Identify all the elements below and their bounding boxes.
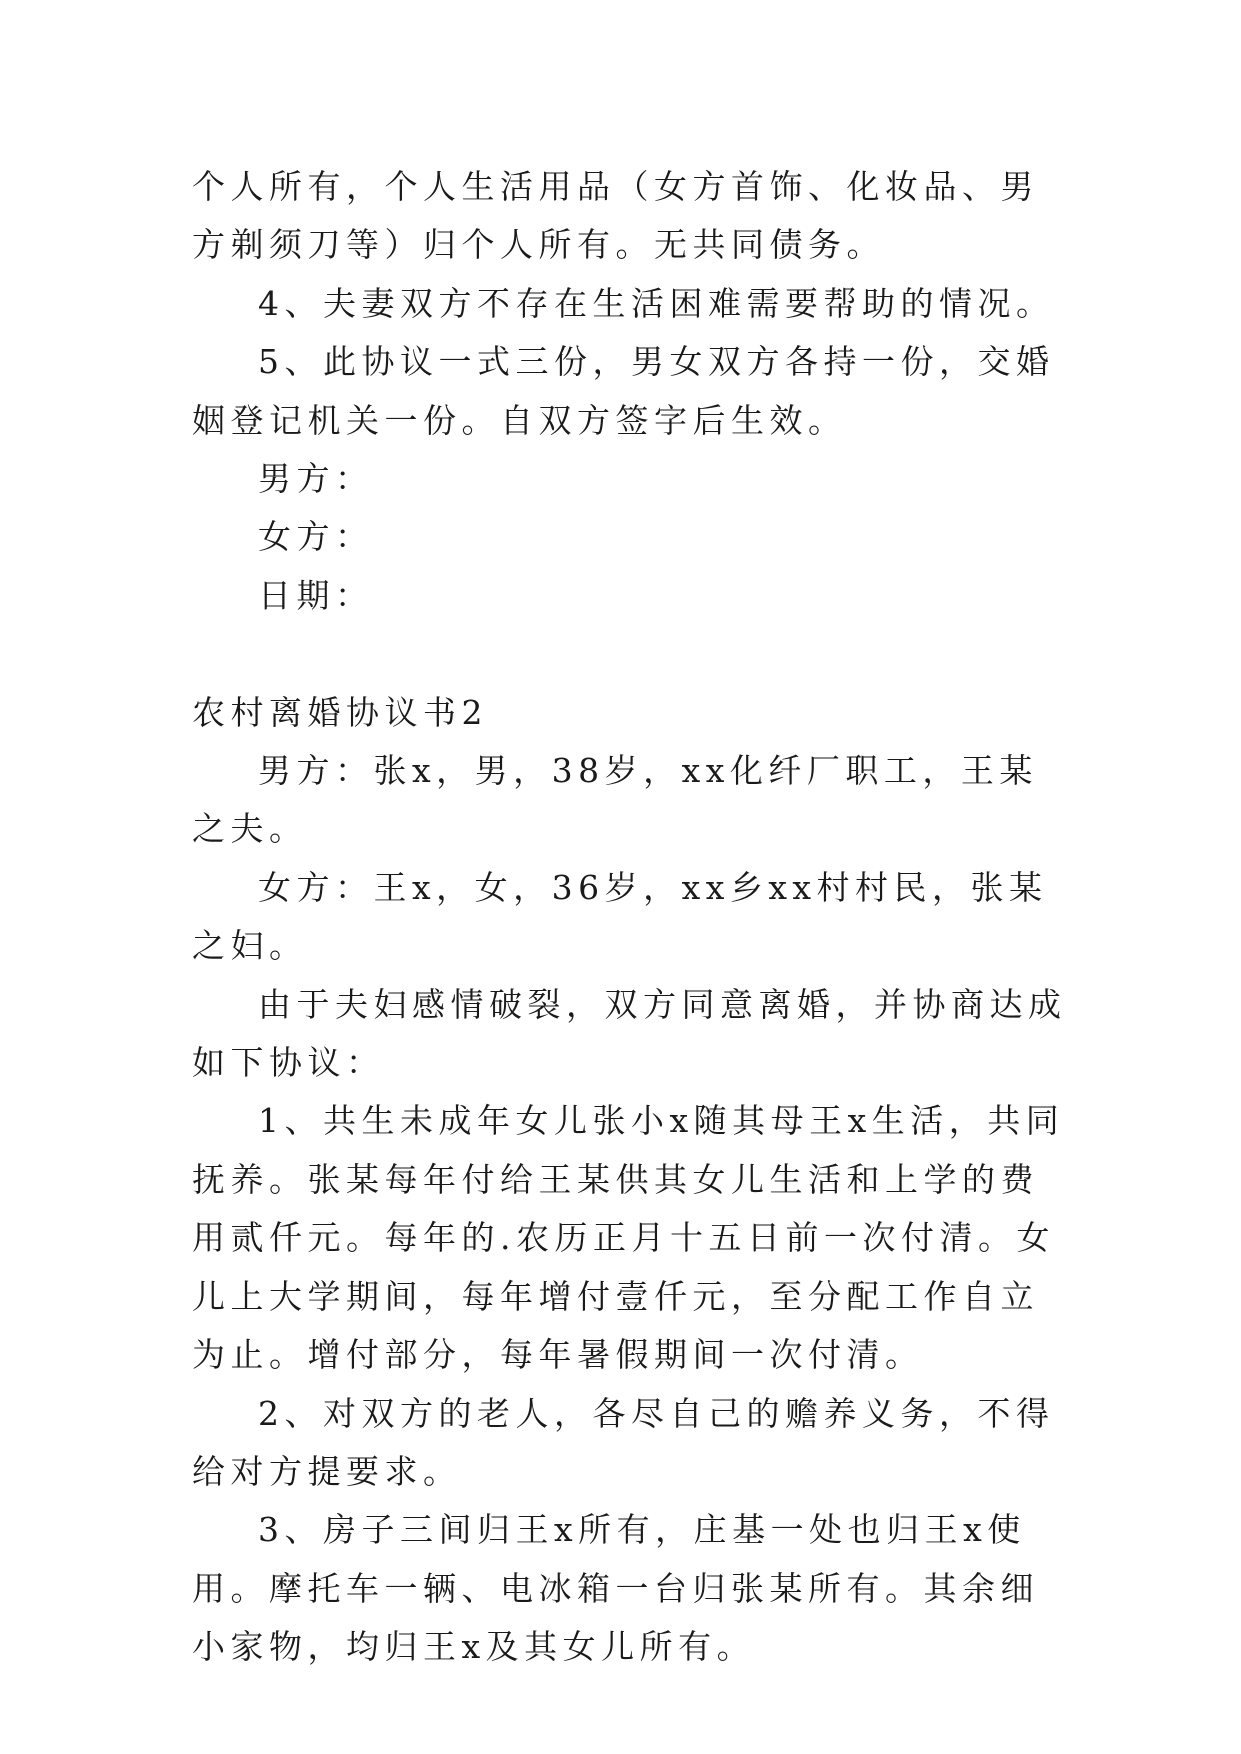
paragraph-male-party: 男方：张x，男，38岁，xx化纤厂职工，王某之夫。: [192, 751, 1038, 849]
signature-female-label: 女方：: [258, 517, 374, 557]
paragraph-personal-property: 个人所有，个人生活用品（女方首饰、化妆品、男方剃须刀等）归个人所有。无共同债务。: [192, 167, 1039, 265]
paragraph-clause-2: 2、对双方的老人，各尽自己的赡养义务，不得给对方提要求。: [192, 1393, 1055, 1491]
paragraph-preamble: 由于夫妇感情破裂，双方同意离婚，并协商达成如下协议：: [192, 984, 1067, 1083]
paragraph-female-party: 女方：王x，女，36岁，xx乡xx村村民，张某之妇。: [192, 867, 1048, 966]
paragraph-clause-4: 4、夫妻双方不存在生活困难需要帮助的情况。: [258, 283, 1055, 323]
paragraph-clause-1: 1、共生未成年女儿张小x随其母王x生活，共同抚养。张某每年付给王某供其女儿生活和上学的费用贰仟元。每年的.农历正月十五日前一次付清。女儿上大学期间，每年增付壹仟元，至分配工作自立为止。增付部分，每年暑假期间一次付清。: [192, 1101, 1065, 1375]
paragraph-clause-5: 5、此协议一式三份，男女双方各持一份，交婚姻登记机关一份。自双方签字后生效。: [192, 342, 1055, 440]
signature-date-label: 日期：: [258, 575, 374, 615]
signature-male-label: 男方：: [258, 459, 374, 499]
section-title: 农村离婚协议书2: [192, 692, 488, 732]
document-body: [192, 158, 1072, 1677]
paragraph-clause-3: 3、房子三间归王x所有，庄基一处也归王x使用。摩托车一辆、电冰箱一台归张某所有。其余细小家物，均归王x及其女儿所有。: [192, 1510, 1039, 1667]
section-spacer: [192, 625, 1072, 683]
